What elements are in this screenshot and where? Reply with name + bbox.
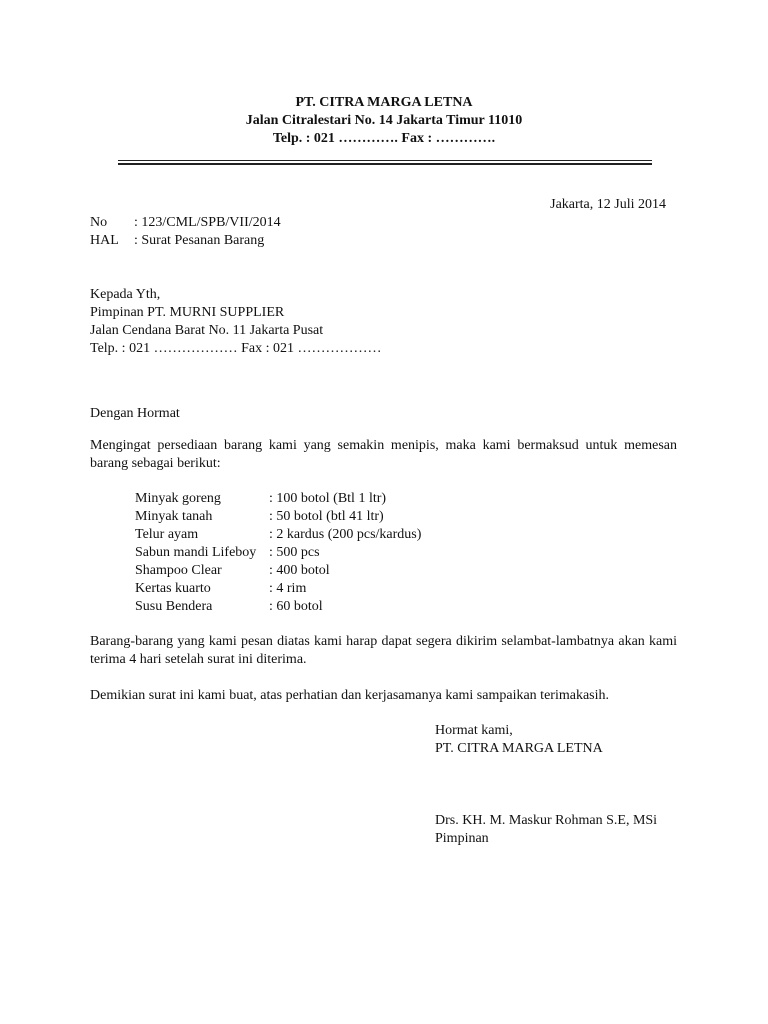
reference-key: No xyxy=(90,215,108,230)
item-quantity: : 100 botol (Btl 1 ltr) xyxy=(269,491,387,506)
item-name: Minyak tanah xyxy=(135,509,213,524)
signature-company: PT. CITRA MARGA LETNA xyxy=(435,741,603,756)
item-quantity: : 50 botol (btl 41 ltr) xyxy=(269,509,384,524)
letter-date: Jakarta, 12 Juli 2014 xyxy=(550,197,666,212)
delivery-paragraph: Barang-barang yang kami pesan diatas kami harap dapat segera dikirim selambat-lambatnya akan kami terima 4 hari setelah surat ini diterima. xyxy=(90,634,677,667)
company-contact: Telp. : 021 …………. Fax : …………. xyxy=(272,131,496,146)
letterhead-divider-thick xyxy=(118,163,652,165)
item-name: Minyak goreng xyxy=(135,491,221,506)
item-name: Kertas kuarto xyxy=(135,581,211,596)
reference-value: : 123/CML/SPB/VII/2014 xyxy=(134,215,281,230)
recipient-contact: Telp. : 021 ……………… Fax : 021 ……………… xyxy=(90,341,382,356)
item-quantity: : 2 kardus (200 pcs/kardus) xyxy=(269,527,422,542)
order-item-list xyxy=(135,490,421,616)
signature-greeting: Hormat kami, xyxy=(435,723,513,738)
intro-paragraph: Mengingat persediaan barang kami yang semakin menipis, maka kami bermaksud untuk memesan barang sebagai berikut: xyxy=(90,438,677,471)
letterhead-divider-thin xyxy=(118,160,652,161)
reference-value: : Surat Pesanan Barang xyxy=(134,233,265,248)
list-item xyxy=(135,562,421,580)
item-name: Telur ayam xyxy=(135,527,199,542)
list-item xyxy=(135,580,421,598)
item-quantity: : 400 botol xyxy=(269,563,330,578)
item-name: Susu Bendera xyxy=(135,599,213,614)
recipient-block xyxy=(90,286,381,358)
item-quantity: : 500 pcs xyxy=(269,545,320,560)
closing-paragraph: Demikian surat ini kami buat, atas perhatian dan kerjasamanya kami sampaikan terimakasih. xyxy=(90,688,609,703)
item-quantity: : 4 rim xyxy=(269,581,307,596)
list-item xyxy=(135,490,421,508)
signatory-title: Pimpinan xyxy=(435,831,489,846)
salutation: Dengan Hormat xyxy=(90,406,180,421)
reference-key: HAL xyxy=(90,233,119,248)
recipient-greeting: Kepada Yth, xyxy=(90,287,161,302)
item-quantity: : 60 botol xyxy=(269,599,323,614)
signature-space xyxy=(435,758,657,812)
signatory-name: Drs. KH. M. Maskur Rohman S.E, MSi xyxy=(435,813,658,828)
reference-block xyxy=(90,214,281,250)
list-item xyxy=(135,544,421,562)
recipient-name: Pimpinan PT. MURNI SUPPLIER xyxy=(90,305,285,320)
company-address: Jalan Citralestari No. 14 Jakarta Timur 11010 xyxy=(245,113,523,128)
recipient-address: Jalan Cendana Barat No. 11 Jakarta Pusat xyxy=(90,323,324,338)
company-name: PT. CITRA MARGA LETNA xyxy=(295,95,473,110)
reference-row-number xyxy=(90,214,281,232)
item-name: Sabun mandi Lifeboy xyxy=(135,545,257,560)
reference-row-subject xyxy=(90,232,281,250)
signature-block xyxy=(435,722,657,848)
list-item xyxy=(135,526,421,544)
letterhead xyxy=(0,94,768,148)
item-name: Shampoo Clear xyxy=(135,563,222,578)
list-item xyxy=(135,508,421,526)
list-item xyxy=(135,598,421,616)
